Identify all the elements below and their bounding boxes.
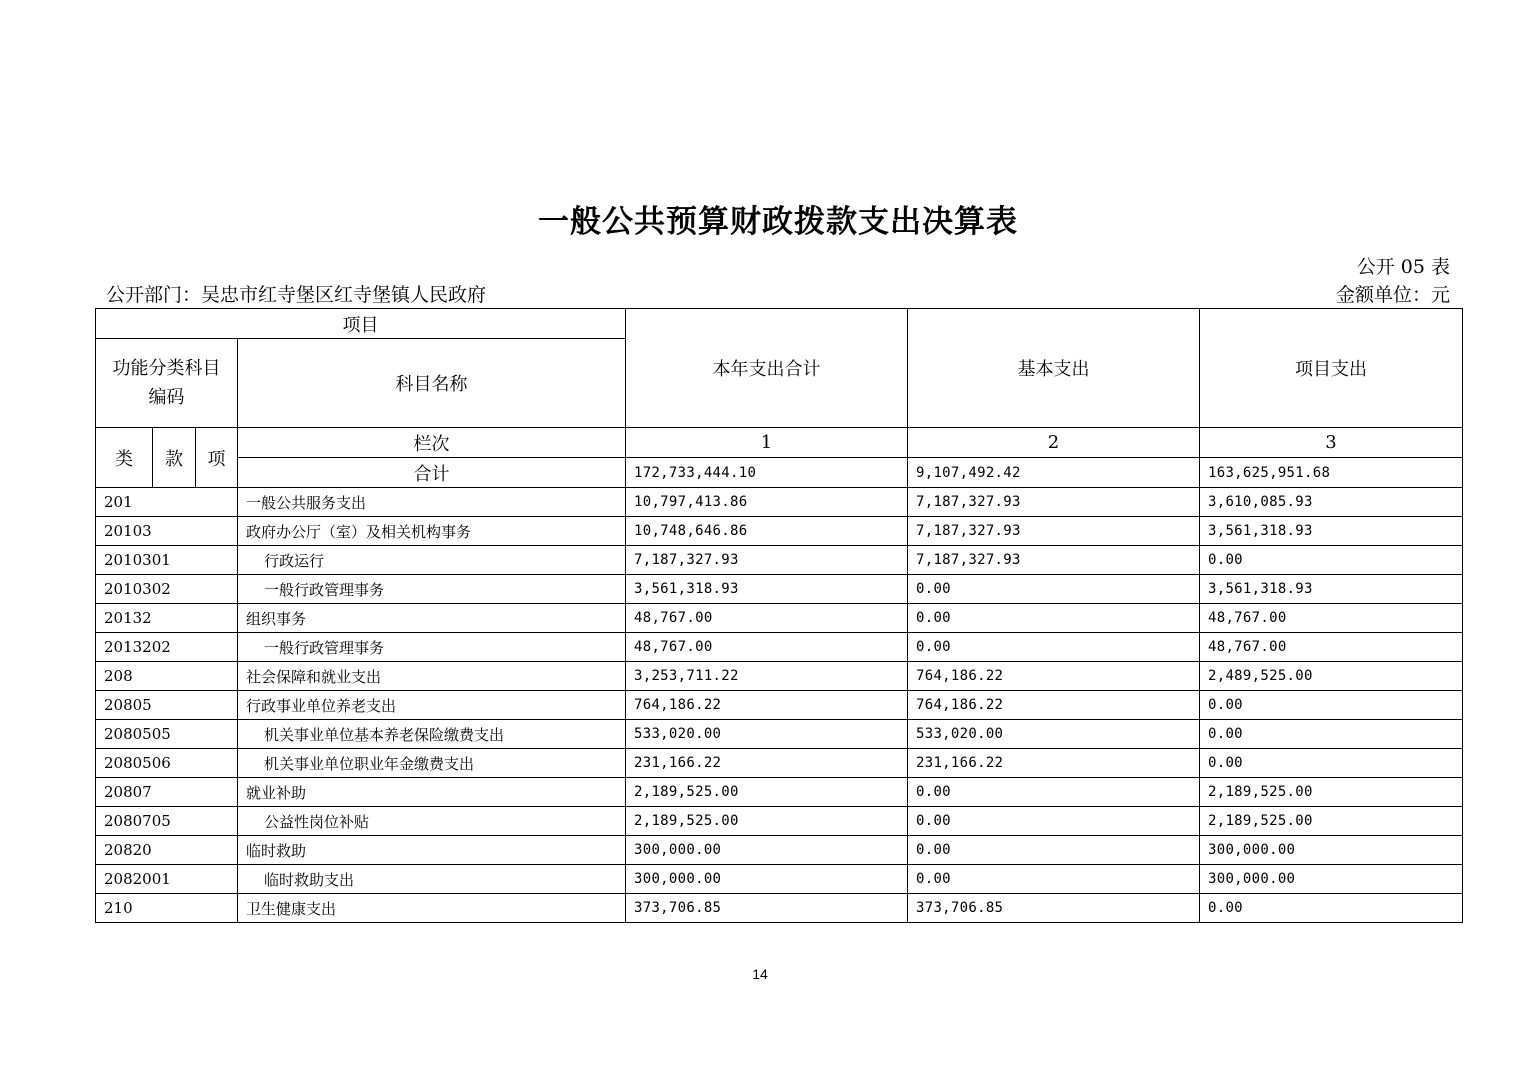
sum-total: 172,733,444.10 bbox=[626, 458, 908, 488]
row-basic: 0.00 bbox=[908, 633, 1200, 662]
row-project: 0.00 bbox=[1200, 749, 1463, 778]
header-kuan: 款 bbox=[153, 428, 196, 488]
totals-row bbox=[96, 458, 1463, 488]
row-project: 300,000.00 bbox=[1200, 865, 1463, 894]
row-subject-name: 行政运行 bbox=[238, 546, 626, 575]
row-project: 0.00 bbox=[1200, 894, 1463, 923]
header-func-code: 功能分类科目编码 bbox=[96, 339, 238, 428]
header-row-item bbox=[96, 309, 1463, 339]
row-code: 2080506 bbox=[96, 749, 238, 778]
row-subject-name: 组织事务 bbox=[238, 604, 626, 633]
page-number: 14 bbox=[752, 966, 768, 982]
table-row bbox=[96, 662, 1463, 691]
table-row bbox=[96, 633, 1463, 662]
row-code: 208 bbox=[96, 662, 238, 691]
row-subject-name: 机关事业单位基本养老保险缴费支出 bbox=[238, 720, 626, 749]
expenditure-table bbox=[95, 308, 1463, 923]
header-total: 本年支出合计 bbox=[626, 309, 908, 428]
row-project: 3,561,318.93 bbox=[1200, 575, 1463, 604]
table-row bbox=[96, 894, 1463, 923]
row-total: 48,767.00 bbox=[626, 604, 908, 633]
table-row bbox=[96, 720, 1463, 749]
row-code: 20132 bbox=[96, 604, 238, 633]
row-basic: 0.00 bbox=[908, 575, 1200, 604]
table-row bbox=[96, 691, 1463, 720]
row-code: 2010301 bbox=[96, 546, 238, 575]
row-code: 210 bbox=[96, 894, 238, 923]
row-subject-name: 机关事业单位职业年金缴费支出 bbox=[238, 749, 626, 778]
header-basic: 基本支出 bbox=[908, 309, 1200, 428]
row-subject-name: 一般行政管理事务 bbox=[238, 575, 626, 604]
row-subject-name: 政府办公厅（室）及相关机构事务 bbox=[238, 517, 626, 546]
row-code: 201 bbox=[96, 488, 238, 517]
table-row bbox=[96, 749, 1463, 778]
row-total: 2,189,525.00 bbox=[626, 807, 908, 836]
row-project: 0.00 bbox=[1200, 691, 1463, 720]
row-code: 20820 bbox=[96, 836, 238, 865]
document-title: 一般公共预算财政拨款支出决算表 bbox=[538, 204, 1018, 240]
row-code: 20805 bbox=[96, 691, 238, 720]
header-xiang: 项 bbox=[196, 428, 238, 488]
table-row bbox=[96, 807, 1463, 836]
header-project: 项目支出 bbox=[1200, 309, 1463, 428]
row-subject-name: 一般行政管理事务 bbox=[238, 633, 626, 662]
row-subject-name: 一般公共服务支出 bbox=[238, 488, 626, 517]
row-basic: 764,186.22 bbox=[908, 662, 1200, 691]
row-total: 533,020.00 bbox=[626, 720, 908, 749]
row-total: 3,253,711.22 bbox=[626, 662, 908, 691]
row-basic: 7,187,327.93 bbox=[908, 546, 1200, 575]
row-project: 48,767.00 bbox=[1200, 604, 1463, 633]
row-project: 3,561,318.93 bbox=[1200, 517, 1463, 546]
row-basic: 0.00 bbox=[908, 807, 1200, 836]
table-row bbox=[96, 517, 1463, 546]
row-total: 373,706.85 bbox=[626, 894, 908, 923]
row-code: 2080705 bbox=[96, 807, 238, 836]
row-code: 2013202 bbox=[96, 633, 238, 662]
row-subject-name: 行政事业单位养老支出 bbox=[238, 691, 626, 720]
header-lei: 类 bbox=[96, 428, 153, 488]
row-code: 20103 bbox=[96, 517, 238, 546]
table-row bbox=[96, 575, 1463, 604]
row-subject-name: 就业补助 bbox=[238, 778, 626, 807]
row-basic: 533,020.00 bbox=[908, 720, 1200, 749]
table-row bbox=[96, 604, 1463, 633]
row-project: 2,189,525.00 bbox=[1200, 807, 1463, 836]
row-basic: 0.00 bbox=[908, 865, 1200, 894]
row-total: 231,166.22 bbox=[626, 749, 908, 778]
row-basic: 0.00 bbox=[908, 604, 1200, 633]
row-basic: 231,166.22 bbox=[908, 749, 1200, 778]
row-subject-name: 公益性岗位补贴 bbox=[238, 807, 626, 836]
row-total: 10,797,413.86 bbox=[626, 488, 908, 517]
row-code: 2080505 bbox=[96, 720, 238, 749]
row-subject-name: 卫生健康支出 bbox=[238, 894, 626, 923]
row-total: 10,748,646.86 bbox=[626, 517, 908, 546]
header-row-column-order bbox=[96, 428, 1463, 458]
table-row bbox=[96, 778, 1463, 807]
header-col-3: 3 bbox=[1200, 428, 1463, 458]
header-subject-name: 科目名称 bbox=[238, 339, 626, 428]
row-total: 2,189,525.00 bbox=[626, 778, 908, 807]
row-total: 300,000.00 bbox=[626, 836, 908, 865]
sum-project: 163,625,951.68 bbox=[1200, 458, 1463, 488]
amount-unit-label: 金额单位：元 bbox=[1335, 284, 1450, 306]
row-subject-name: 临时救助支出 bbox=[238, 865, 626, 894]
table-row bbox=[96, 488, 1463, 517]
row-project: 2,189,525.00 bbox=[1200, 778, 1463, 807]
row-project: 0.00 bbox=[1200, 720, 1463, 749]
header-column-order: 栏次 bbox=[238, 428, 626, 458]
sum-label: 合计 bbox=[238, 458, 626, 488]
row-total: 48,767.00 bbox=[626, 633, 908, 662]
row-total: 3,561,318.93 bbox=[626, 575, 908, 604]
form-number: 公开 05 表 bbox=[1356, 256, 1450, 278]
row-basic: 7,187,327.93 bbox=[908, 517, 1200, 546]
row-basic: 7,187,327.93 bbox=[908, 488, 1200, 517]
table-row bbox=[96, 836, 1463, 865]
row-subject-name: 社会保障和就业支出 bbox=[238, 662, 626, 691]
row-total: 7,187,327.93 bbox=[626, 546, 908, 575]
row-subject-name: 临时救助 bbox=[238, 836, 626, 865]
header-item: 项目 bbox=[96, 309, 626, 339]
header-col-2: 2 bbox=[908, 428, 1200, 458]
row-basic: 764,186.22 bbox=[908, 691, 1200, 720]
row-basic: 0.00 bbox=[908, 778, 1200, 807]
table-row bbox=[96, 546, 1463, 575]
row-code: 2082001 bbox=[96, 865, 238, 894]
row-code: 20807 bbox=[96, 778, 238, 807]
row-code: 2010302 bbox=[96, 575, 238, 604]
row-total: 300,000.00 bbox=[626, 865, 908, 894]
row-project: 300,000.00 bbox=[1200, 836, 1463, 865]
table-row bbox=[96, 865, 1463, 894]
row-project: 2,489,525.00 bbox=[1200, 662, 1463, 691]
row-project: 3,610,085.93 bbox=[1200, 488, 1463, 517]
header-col-1: 1 bbox=[626, 428, 908, 458]
department-label: 公开部门：吴忠市红寺堡区红寺堡镇人民政府 bbox=[106, 284, 487, 306]
row-total: 764,186.22 bbox=[626, 691, 908, 720]
row-basic: 373,706.85 bbox=[908, 894, 1200, 923]
row-project: 48,767.00 bbox=[1200, 633, 1463, 662]
sum-basic: 9,107,492.42 bbox=[908, 458, 1200, 488]
row-project: 0.00 bbox=[1200, 546, 1463, 575]
row-basic: 0.00 bbox=[908, 836, 1200, 865]
